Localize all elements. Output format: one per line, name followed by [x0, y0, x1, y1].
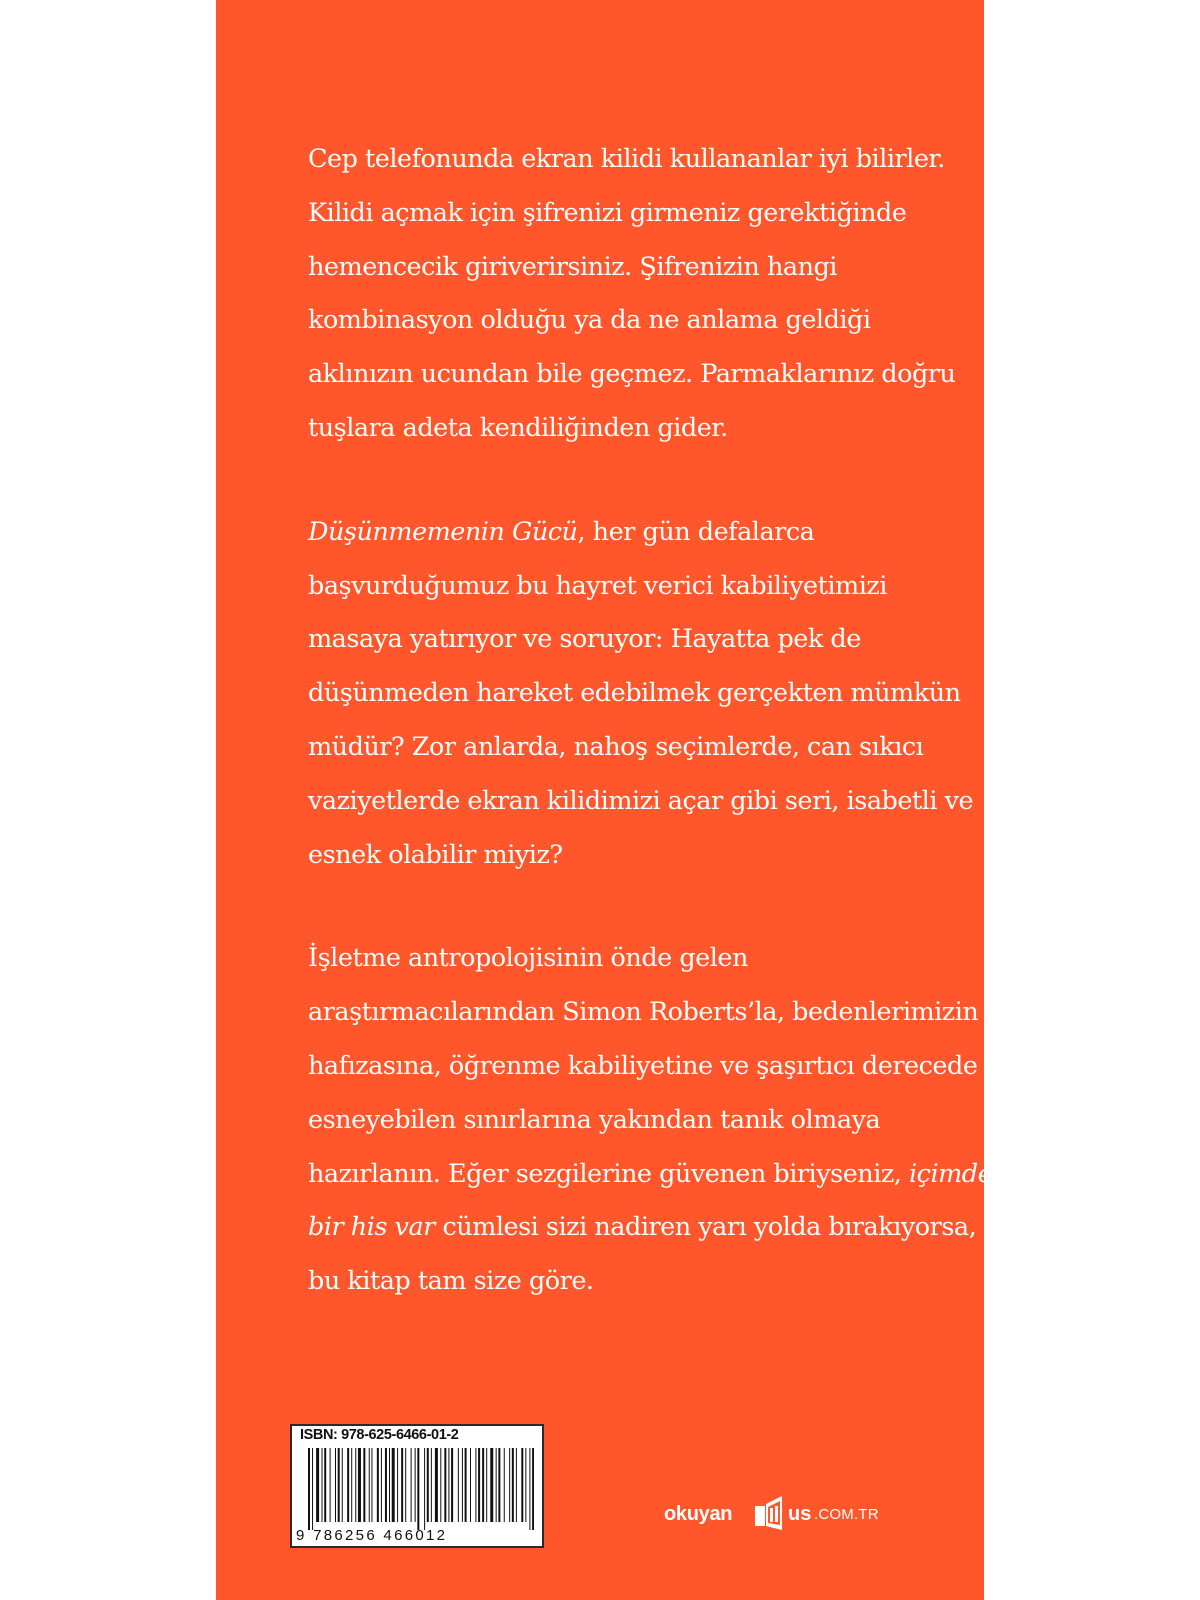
barcode-bar [377, 1448, 379, 1522]
barcode-bar [521, 1448, 523, 1522]
barcode-bar [424, 1448, 425, 1530]
text-line [308, 1201, 977, 1255]
text-line: Cep telefonunda ekran kilidi kullananlar iyi bilirler. [308, 144, 945, 174]
barcode-bar [525, 1448, 526, 1522]
text-line [308, 506, 928, 560]
barcode-bar [397, 1448, 398, 1522]
text-fragment: cümlesi sizi nadiren yarı yolda bırakıyorsa, [434, 1212, 977, 1243]
barcode-bar [401, 1448, 403, 1522]
barcode-bar [417, 1448, 419, 1530]
text-line: müdür? Zor anlarda, nahoş seçimlerde, can sıkıcı [308, 731, 924, 762]
text-line: tuşlara adeta kendiliğinden gider. [308, 412, 728, 443]
text-line: İşletme antropolojisinin önde gelen [308, 943, 748, 974]
text-line [308, 1148, 993, 1202]
barcode-bar [330, 1448, 331, 1522]
text-line: hemencecik giriverirsiniz. Şifrenizin hangi [308, 251, 837, 282]
blurb-paragraph-2 [308, 506, 974, 883]
barcode-bar [444, 1448, 446, 1522]
barcode-bar [529, 1448, 530, 1530]
barcode-bar [316, 1448, 319, 1522]
barcode-bar [338, 1448, 340, 1522]
barcode-bar [458, 1448, 459, 1522]
barcode-bar [427, 1448, 429, 1522]
barcode-bar [371, 1448, 372, 1522]
blurb-paragraph-3 [308, 932, 993, 1309]
text-line: düşünmeden hareket edebilmek gerçekten mümkün [308, 678, 961, 709]
barcode-bar [389, 1448, 390, 1522]
barcode-bar [312, 1448, 313, 1530]
text-line: kombinasyon olduğu ya da ne anlama geldiği [308, 305, 871, 336]
blurb-text [308, 133, 993, 1359]
text-line: bu kitap tam size göre. [308, 1266, 594, 1297]
blurb-paragraph-1 [308, 133, 956, 456]
barcode-bar [498, 1448, 500, 1522]
text-line: aklınızın ucundan bile geçmez. Parmaklarınız doğru [308, 359, 956, 390]
publisher-domain: .COM.TR [814, 1506, 879, 1523]
barcode-bar [415, 1448, 416, 1522]
text-line: hafızasına, öğrenme kabiliyetine ve şaşırtıcı derecede [308, 1050, 978, 1081]
barcode-bar [478, 1448, 480, 1522]
text-line: Kilidi açmak için şifrenizi girmeniz gerektiğinde [308, 197, 907, 228]
text-fragment: hazırlanın. Eğer sezgilerine güvenen biriyseniz, [308, 1158, 902, 1189]
barcode-bar [435, 1448, 438, 1522]
barcode-bars [308, 1448, 534, 1530]
barcode-bar [504, 1448, 505, 1522]
isbn-barcode [290, 1424, 544, 1548]
barcode-bar [322, 1448, 323, 1522]
barcode-bar [475, 1448, 476, 1522]
barcode-bar [405, 1448, 406, 1522]
barcode-bar [465, 1448, 467, 1522]
barcode-bar [392, 1448, 395, 1522]
text-fragment: , her gün defalarca [577, 516, 815, 547]
barcode-bar [440, 1448, 441, 1522]
italic-phrase: içimde [909, 1158, 993, 1189]
barcode-bar [448, 1448, 449, 1522]
barcode-bar [308, 1448, 310, 1530]
barcode-bar [482, 1448, 484, 1522]
barcode-bar [431, 1448, 432, 1522]
barcode-digits: 9 786256 466012 [296, 1527, 448, 1544]
publisher-name: okuyan [664, 1503, 733, 1525]
barcode-bar [335, 1448, 336, 1522]
barcode-bar [470, 1448, 471, 1522]
barcode-bar [347, 1448, 349, 1522]
barcode-bar [509, 1448, 510, 1522]
isbn-label: ISBN: 978-625-6466-01-2 [300, 1427, 459, 1443]
barcode-bar [369, 1448, 370, 1522]
barcode-bar [462, 1448, 463, 1522]
barcode-bar [451, 1448, 453, 1522]
book-title-italic: Düşünmemenin Gücü [308, 516, 578, 547]
publisher-name-suffix: us [788, 1503, 812, 1525]
text-line: masaya yatırıyor ve soruyor: Hayatta pek de [308, 624, 861, 655]
text-line: vaziyetlerde ekran kilidimizi açar gibi seri, isabetli ve [308, 785, 974, 816]
barcode-bar [363, 1448, 365, 1522]
barcode-bar [411, 1448, 412, 1522]
text-line: araştırmacılarından Simon Roberts’la, bedenlerimizin [308, 997, 979, 1028]
barcode-bar [512, 1448, 514, 1522]
barcode-bar [351, 1448, 352, 1522]
barcode-bar [381, 1448, 382, 1522]
barcode-bar [342, 1448, 343, 1522]
barcode-bar [490, 1448, 493, 1522]
text-line: esnek olabilir miyiz? [308, 839, 563, 870]
text-line: esneyebilen sınırlarına yakından tanık olmaya [308, 1104, 881, 1135]
barcode-bar [516, 1448, 517, 1522]
book-back-cover [216, 0, 993, 1600]
italic-phrase: bir his var [308, 1212, 435, 1243]
barcode-bar [355, 1448, 356, 1522]
barcode-bar [324, 1448, 326, 1522]
barcode-bar [486, 1448, 487, 1522]
barcode-bar [385, 1448, 387, 1522]
book-logo-icon [755, 1496, 785, 1530]
barcode-bar [496, 1448, 497, 1522]
text-line: başvurduğumuz bu hayret verici kabiliyetimizi [308, 570, 887, 601]
barcode-bar [358, 1448, 361, 1522]
barcode-bar [532, 1448, 534, 1530]
